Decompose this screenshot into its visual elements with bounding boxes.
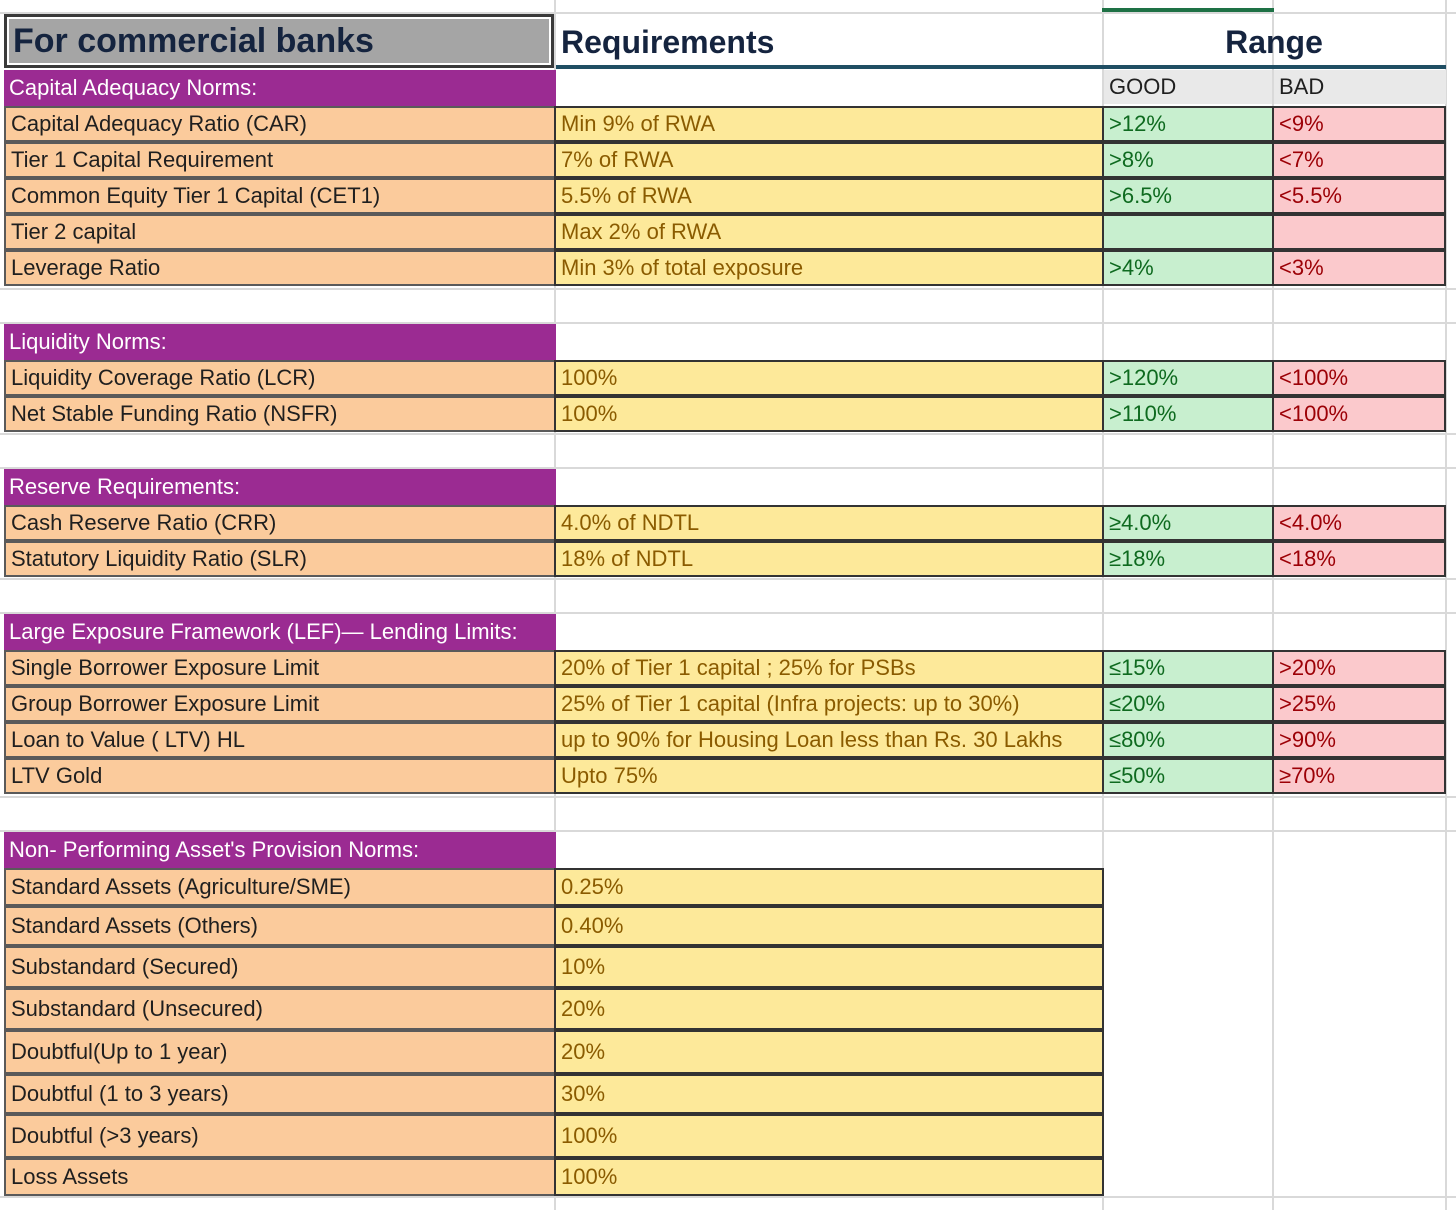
good-range-cell[interactable]: ≥18%: [1102, 541, 1274, 577]
good-range-cell[interactable]: ≤50%: [1102, 758, 1274, 794]
row-label-cell[interactable]: Statutory Liquidity Ratio (SLR): [4, 541, 556, 577]
header-underline: [556, 65, 1446, 69]
bad-range-cell[interactable]: ≥70%: [1272, 758, 1446, 794]
requirement-cell[interactable]: 7% of RWA: [554, 142, 1104, 178]
bad-range-cell[interactable]: <7%: [1272, 142, 1446, 178]
requirements-header[interactable]: Requirements: [561, 24, 775, 60]
requirement-cell[interactable]: 25% of Tier 1 capital (Infra projects: up to 30%): [554, 686, 1104, 722]
selection-indicator: [1102, 8, 1274, 12]
grid-line: [0, 578, 1456, 580]
row-label-cell[interactable]: LTV Gold: [4, 758, 556, 794]
good-range-cell[interactable]: >4%: [1102, 250, 1274, 286]
bad-range-cell[interactable]: [1272, 214, 1446, 250]
row-label-cell[interactable]: Group Borrower Exposure Limit: [4, 686, 556, 722]
bad-range-cell[interactable]: >20%: [1272, 650, 1446, 686]
row-label-cell[interactable]: Loss Assets: [4, 1158, 556, 1196]
row-label-cell[interactable]: Substandard (Secured): [4, 946, 556, 988]
good-range-cell[interactable]: ≤15%: [1102, 650, 1274, 686]
row-label-cell[interactable]: Liquidity Coverage Ratio (LCR): [4, 360, 556, 396]
requirement-cell[interactable]: Upto 75%: [554, 758, 1104, 794]
requirement-cell[interactable]: 30%: [554, 1074, 1104, 1114]
bad-header[interactable]: BAD: [1274, 70, 1446, 104]
requirement-cell[interactable]: 5.5% of RWA: [554, 178, 1104, 214]
row-label-cell[interactable]: Substandard (Unsecured): [4, 988, 556, 1030]
requirement-cell[interactable]: 100%: [554, 360, 1104, 396]
bad-range-cell[interactable]: <9%: [1272, 106, 1446, 142]
row-label-cell[interactable]: Leverage Ratio: [4, 250, 556, 286]
requirement-cell[interactable]: 4.0% of NDTL: [554, 505, 1104, 541]
good-range-cell[interactable]: >8%: [1102, 142, 1274, 178]
section-header[interactable]: Non- Performing Asset's Provision Norms:: [4, 832, 556, 868]
range-header[interactable]: Range: [1225, 24, 1323, 60]
row-label-cell[interactable]: Doubtful(Up to 1 year): [4, 1030, 556, 1074]
bad-range-cell[interactable]: <4.0%: [1272, 505, 1446, 541]
requirement-cell[interactable]: Min 9% of RWA: [554, 106, 1104, 142]
section-header[interactable]: Liquidity Norms:: [4, 324, 556, 360]
bad-range-cell[interactable]: <3%: [1272, 250, 1446, 286]
requirement-cell[interactable]: 100%: [554, 396, 1104, 432]
row-label-cell[interactable]: Doubtful (>3 years): [4, 1114, 556, 1158]
row-label-cell[interactable]: Doubtful (1 to 3 years): [4, 1074, 556, 1114]
sheet-title-cell[interactable]: For commercial banks: [4, 14, 554, 68]
row-label-cell[interactable]: Common Equity Tier 1 Capital (CET1): [4, 178, 556, 214]
requirement-cell[interactable]: 10%: [554, 946, 1104, 988]
good-range-cell[interactable]: >6.5%: [1102, 178, 1274, 214]
row-label-cell[interactable]: Tier 2 capital: [4, 214, 556, 250]
grid-line: [0, 288, 1456, 290]
good-range-cell[interactable]: ≤80%: [1102, 722, 1274, 758]
row-label-cell[interactable]: Standard Assets (Agriculture/SME): [4, 868, 556, 906]
good-range-cell[interactable]: >120%: [1102, 360, 1274, 396]
good-range-cell[interactable]: >12%: [1102, 106, 1274, 142]
section-header[interactable]: Capital Adequacy Norms:: [4, 70, 556, 106]
row-label-cell[interactable]: Single Borrower Exposure Limit: [4, 650, 556, 686]
requirement-cell[interactable]: 0.40%: [554, 906, 1104, 946]
good-range-cell[interactable]: ≤20%: [1102, 686, 1274, 722]
row-label-cell[interactable]: Standard Assets (Others): [4, 906, 556, 946]
requirement-cell[interactable]: 20%: [554, 1030, 1104, 1074]
bad-range-cell[interactable]: <100%: [1272, 396, 1446, 432]
bad-range-cell[interactable]: >90%: [1272, 722, 1446, 758]
grid-line: [0, 796, 1456, 798]
row-label-cell[interactable]: Cash Reserve Ratio (CRR): [4, 505, 556, 541]
good-range-cell[interactable]: ≥4.0%: [1102, 505, 1274, 541]
good-range-cell[interactable]: >110%: [1102, 396, 1274, 432]
section-header[interactable]: Large Exposure Framework (LEF)— Lending Limits:: [4, 614, 556, 650]
grid-line: [0, 1196, 1456, 1198]
requirement-cell[interactable]: Max 2% of RWA: [554, 214, 1104, 250]
row-label-cell[interactable]: Net Stable Funding Ratio (NSFR): [4, 396, 556, 432]
bad-range-cell[interactable]: <100%: [1272, 360, 1446, 396]
good-range-cell[interactable]: [1102, 214, 1274, 250]
requirement-cell[interactable]: Min 3% of total exposure: [554, 250, 1104, 286]
row-label-cell[interactable]: Tier 1 Capital Requirement: [4, 142, 556, 178]
requirement-cell[interactable]: 20%: [554, 988, 1104, 1030]
requirement-cell[interactable]: 100%: [554, 1158, 1104, 1196]
requirement-cell[interactable]: 18% of NDTL: [554, 541, 1104, 577]
requirement-cell[interactable]: up to 90% for Housing Loan less than Rs. 30 Lakhs: [554, 722, 1104, 758]
good-header[interactable]: GOOD: [1104, 70, 1272, 104]
requirement-cell[interactable]: 20% of Tier 1 capital ; 25% for PSBs: [554, 650, 1104, 686]
requirement-cell[interactable]: 100%: [554, 1114, 1104, 1158]
row-label-cell[interactable]: Loan to Value ( LTV) HL: [4, 722, 556, 758]
requirement-cell[interactable]: 0.25%: [554, 868, 1104, 906]
bad-range-cell[interactable]: >25%: [1272, 686, 1446, 722]
row-label-cell[interactable]: Capital Adequacy Ratio (CAR): [4, 106, 556, 142]
section-header[interactable]: Reserve Requirements:: [4, 469, 556, 505]
bad-range-cell[interactable]: <5.5%: [1272, 178, 1446, 214]
bad-range-cell[interactable]: <18%: [1272, 541, 1446, 577]
grid-line: [0, 433, 1456, 435]
